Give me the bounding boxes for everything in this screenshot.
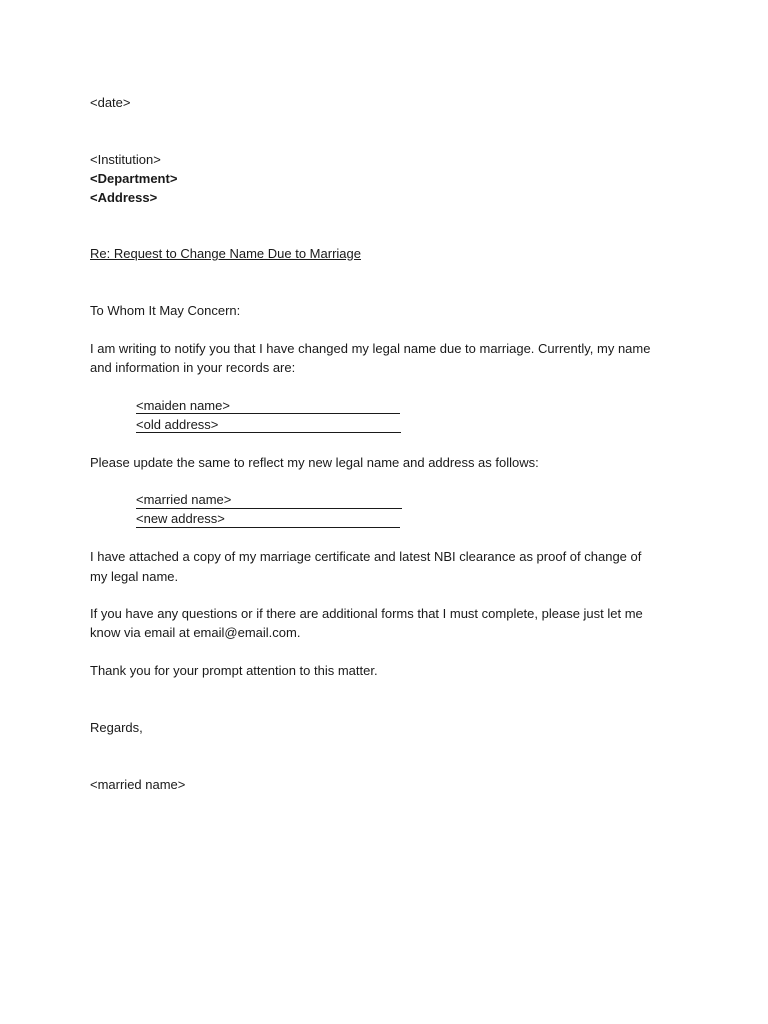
maiden-name-rule	[136, 413, 400, 414]
married-name-field: <married name>	[136, 492, 232, 507]
paragraph-3-line-2: my legal name.	[90, 569, 179, 584]
date-line: <date>	[90, 95, 131, 110]
paragraph-3-line-1: I have attached a copy of my marriage certificate and latest NBI clearance as proof of change of	[90, 549, 642, 564]
paragraph-1-line-1: I am writing to notify you that I have changed my legal name due to marriage. Currently, my name	[90, 341, 651, 356]
signature: <married name>	[90, 777, 186, 792]
new-address-rule	[136, 527, 400, 528]
paragraph-2: Please update the same to reflect my new legal name and address as follows:	[90, 455, 539, 470]
closing: Regards,	[90, 720, 143, 735]
maiden-name-field: <maiden name>	[136, 398, 230, 413]
paragraph-4-line-2: know via email at email@email.com.	[90, 625, 301, 640]
subject-line: Re: Request to Change Name Due to Marriage	[90, 246, 361, 261]
address-line: <Address>	[90, 190, 158, 205]
department-line: <Department>	[90, 171, 178, 186]
old-address-field: <old address>	[136, 417, 219, 432]
salutation: To Whom It May Concern:	[90, 303, 241, 318]
paragraph-1-line-2: and information in your records are:	[90, 360, 296, 375]
paragraph-5: Thank you for your prompt attention to this matter.	[90, 663, 378, 678]
old-address-rule	[136, 432, 401, 433]
institution-line: <Institution>	[90, 152, 161, 167]
paragraph-4-line-1: If you have any questions or if there are additional forms that I must complete, please just let me	[90, 606, 643, 621]
new-address-field: <new address>	[136, 511, 225, 526]
